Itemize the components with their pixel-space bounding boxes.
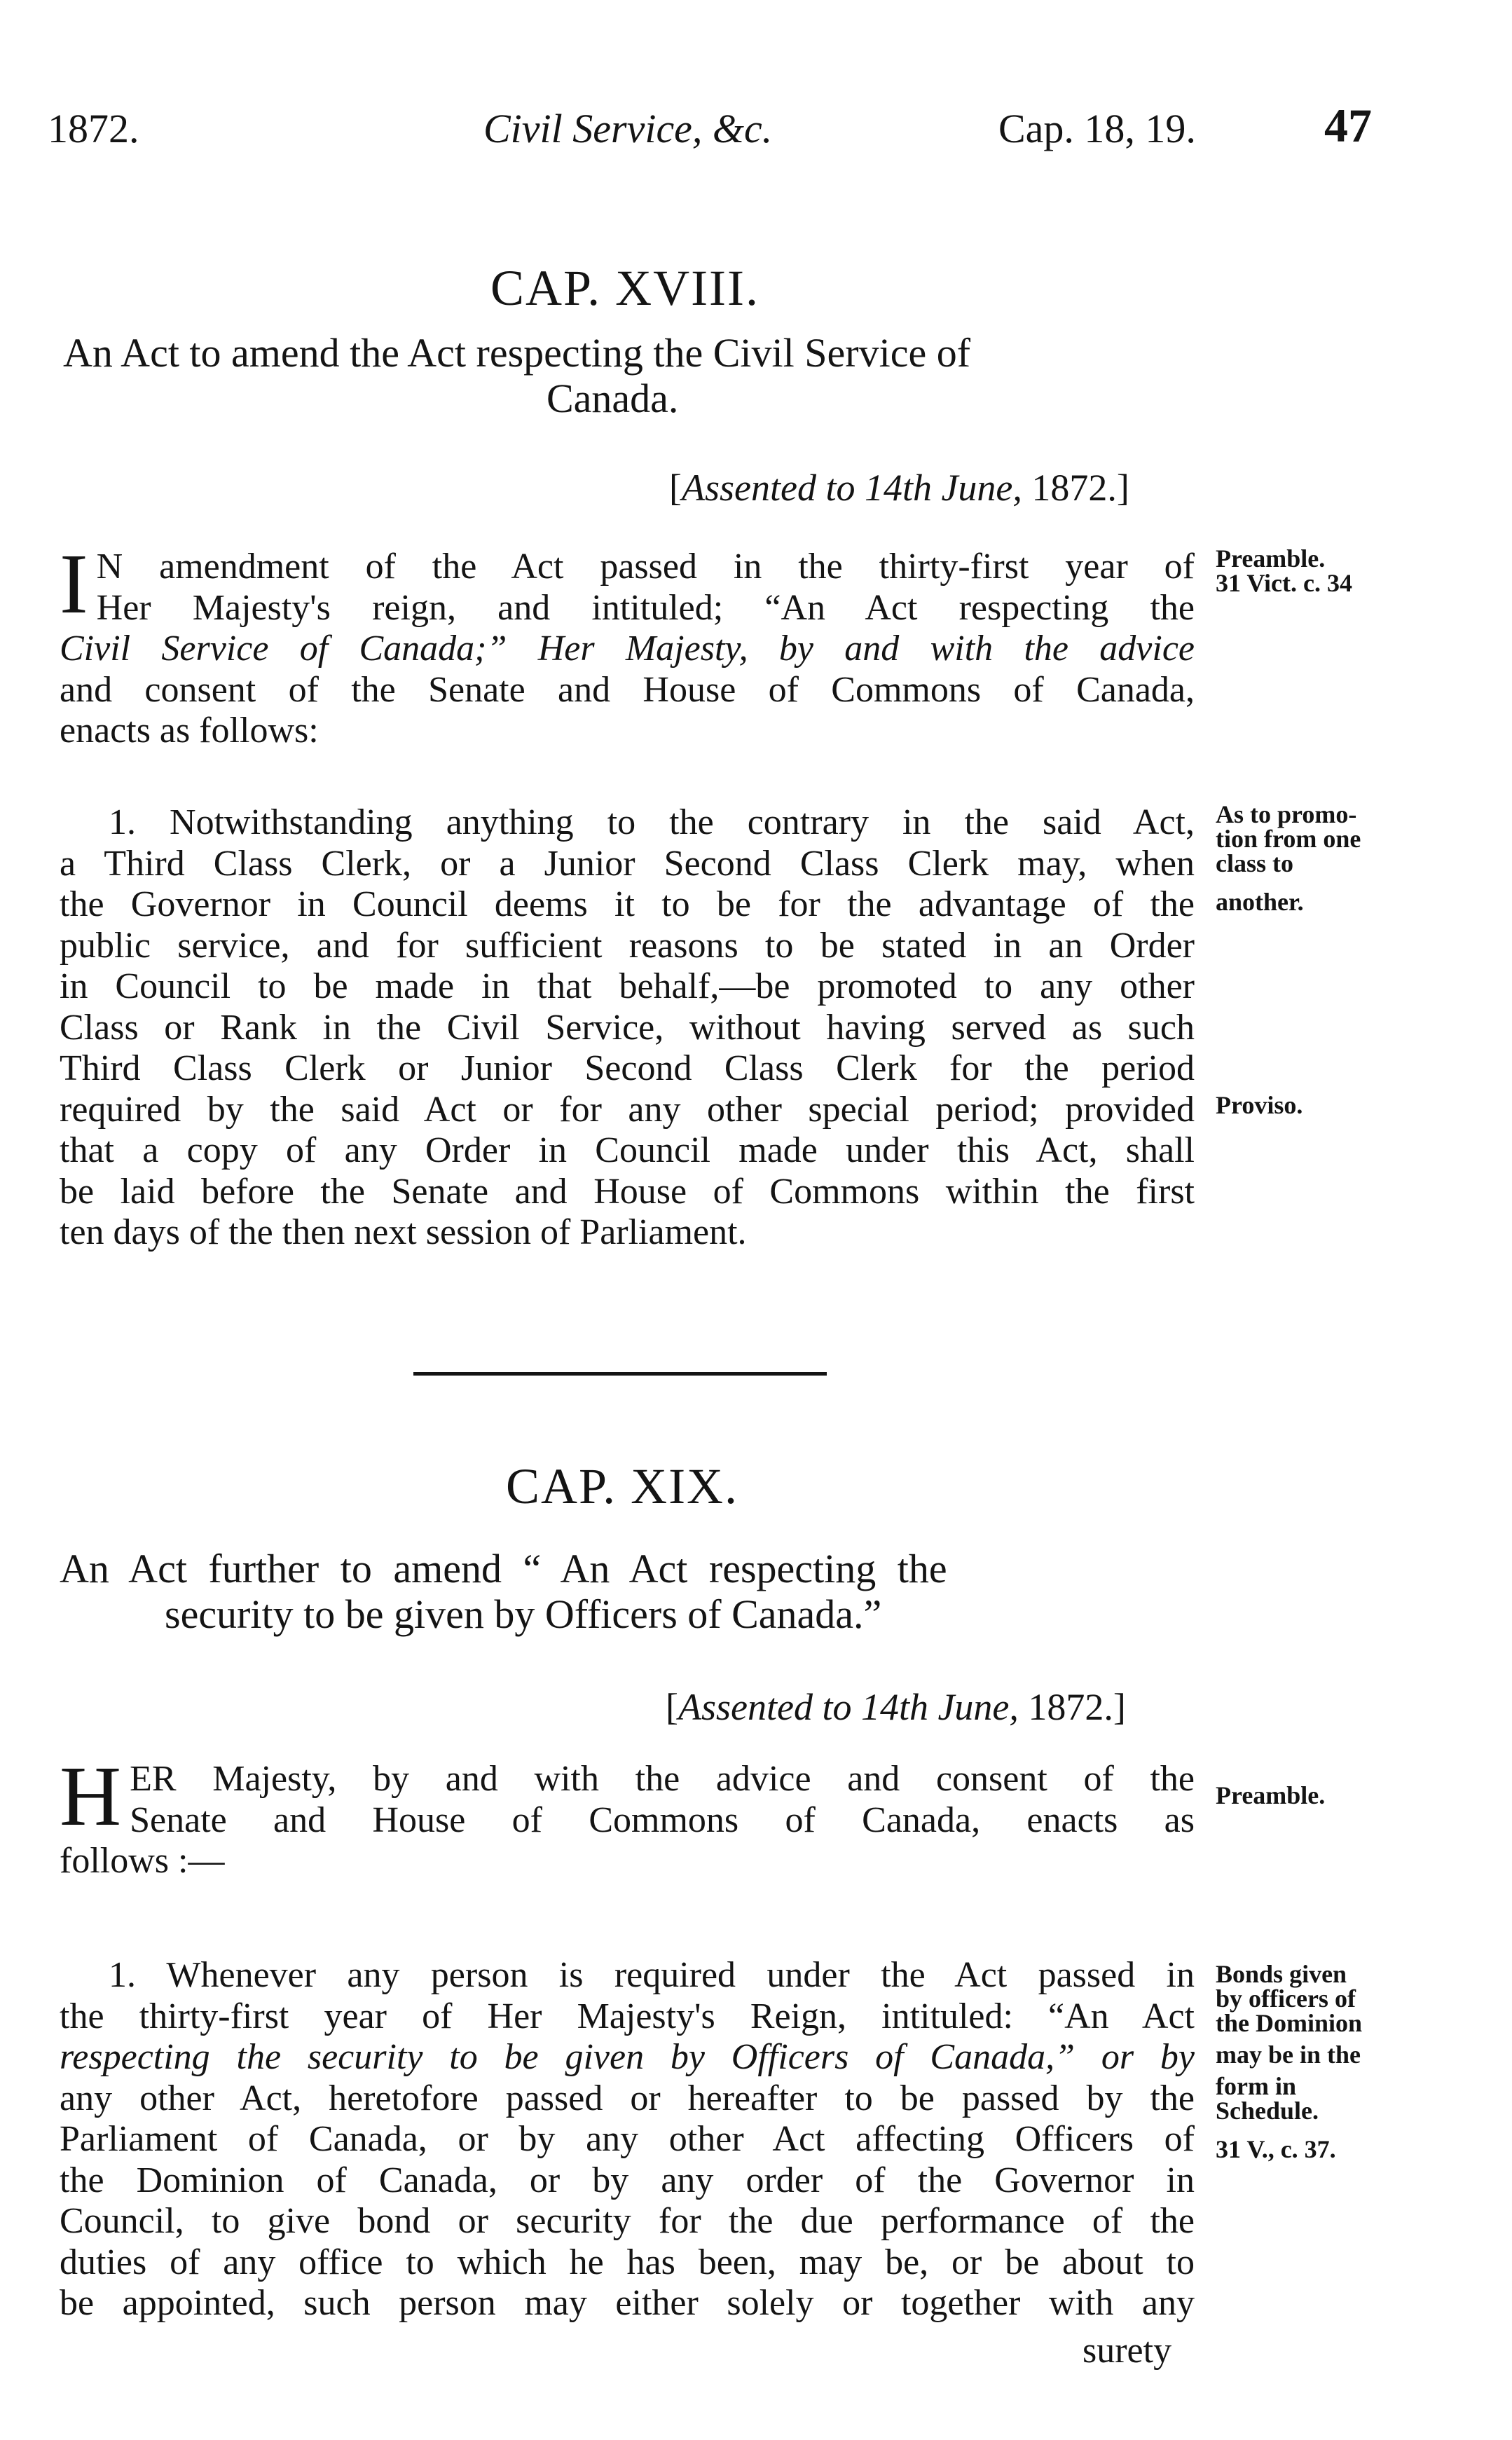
cap18-preamble-line: enacts as follows: [60, 711, 319, 750]
cap19-section-line: 1. Whenever any person is required under the Act passed in [109, 1955, 1195, 1995]
cap18-margin-promotion: another. [1216, 888, 1304, 916]
cap18-preamble [60, 537, 1195, 752]
cap19-margin-bonds: Bonds given [1216, 1960, 1347, 1988]
cap18-section-line: be laid before the Senate and House of Commons within the first [60, 1171, 1195, 1212]
header-running-title: Civil Service, &c. [483, 106, 773, 151]
cap18-preamble-line: N amendment of the Act passed in the thirty-first year of [96, 547, 1195, 587]
cap18-assent-open: [ [669, 467, 682, 509]
cap18-section-line: the Governor in Council deems it to be for the advantage of the [60, 884, 1195, 924]
cap19-margin-bonds: Schedule. [1216, 2097, 1319, 2125]
cap19-dropcap: H [60, 1749, 122, 1844]
cap18-section-line: Third Class Clerk or Junior Second Class Clerk for the period [60, 1048, 1195, 1088]
cap19-margin-bonds: form in [1216, 2072, 1296, 2100]
cap19-section-line: any other Act, heretofore passed or hereafter to be passed by the [60, 2078, 1195, 2118]
cap19-title: CAP. XIX. [506, 1458, 739, 1514]
section-divider-rule [413, 1372, 827, 1376]
cap18-margin-statute: 31 Vict. c. 34 [1216, 569, 1352, 597]
cap18-section-line: 1. Notwithstanding anything to the contrary in the said Act, [109, 802, 1195, 842]
cap18-section-line: public service, and for sufficient reasons to be stated in an Order [60, 925, 1195, 966]
cap18-section-line: that a copy of any Order in Council made under this Act, shall [60, 1130, 1195, 1170]
cap18-section-line: Class or Rank in the Civil Service, without having served as such [60, 1007, 1195, 1048]
cap19-section-line: duties of any office to which he has been, may be, or be about to [60, 2242, 1195, 2282]
cap19-margin-bonds: may be in the [1216, 2041, 1361, 2069]
cap19-assent-open: [ [666, 1686, 678, 1728]
cap18-dropcap: I [60, 537, 88, 631]
cap18-preamble-line: and consent of the Senate and House of Commons of Canada, [60, 669, 1195, 710]
cap19-section-line: respecting the security to be given by Officers of Canada,” or by [60, 2037, 1195, 2077]
cap19-assent-year: 1872.] [1018, 1686, 1126, 1728]
cap19-assent-italic: Assented to 14th June, [678, 1686, 1019, 1728]
cap18-act-title-line2: Canada. [547, 376, 679, 421]
header-year: 1872. [48, 106, 139, 151]
cap19-act-title-line2: security to be given by Officers of Canada.” [165, 1591, 882, 1637]
cap19-assent [666, 1685, 1126, 1729]
cap18-assent-year: 1872.] [1022, 467, 1129, 509]
cap18-act-title-line1: An Act to amend the Act respecting the Civil Service of [63, 330, 971, 376]
cap19-section-line: Parliament of Canada, or by any other Act affecting Officers of [60, 2119, 1195, 2159]
cap19-section-line: the thirty-first year of Her Majesty's Reign, intituled: “An Act [60, 1996, 1195, 2036]
cap18-section-line: ten days of the then next session of Parliament. [60, 1212, 747, 1252]
cap18-section-line: a Third Class Clerk, or a Junior Second Class Clerk may, when [60, 843, 1195, 884]
cap18-margin-promotion: class to [1216, 849, 1293, 877]
cap18-preamble-line: Her Majesty's reign, and intituled; “An Act respecting the [96, 587, 1195, 628]
cap18-section-1 [60, 802, 1195, 1254]
cap18-section-line: required by the said Act or for any other special period; provided [60, 1089, 1195, 1130]
cap19-margin-bonds: 31 V., c. 37. [1216, 2135, 1336, 2163]
header-chapter-ref: Cap. 18, 19. [998, 106, 1196, 151]
cap19-section-1 [60, 1955, 1195, 2324]
cap18-margin-proviso: Proviso. [1216, 1091, 1303, 1119]
cap18-section-line: in Council to be made in that behalf,—be promoted to any other [60, 966, 1195, 1006]
cap19-act-title-line1: An Act further to amend “ An Act respecting the [60, 1546, 947, 1591]
cap19-preamble-line: follows :— [60, 1841, 225, 1881]
cap19-preamble [60, 1749, 1195, 1882]
cap19-margin-bonds: by officers of [1216, 1985, 1356, 2013]
cap19-preamble-line: Senate and House of Commons of Canada, enacts as [130, 1800, 1195, 1840]
cap18-margin-preamble: Preamble. [1216, 544, 1326, 573]
cap18-margin-promotion: tion from one [1216, 825, 1361, 853]
cap18-preamble-line: Civil Service of Canada;” Her Majesty, by and with the advice [60, 629, 1195, 669]
catchword: surety [1083, 2331, 1172, 2371]
cap19-margin-preamble: Preamble. [1216, 1781, 1326, 1809]
cap19-margin-bonds: the Dominion [1216, 2009, 1363, 2037]
cap19-section-line: the Dominion of Canada, or by any order of the Governor in [60, 2160, 1195, 2200]
cap18-assent-italic: Assented to 14th June, [681, 467, 1022, 509]
cap18-title: CAP. XVIII. [490, 260, 760, 316]
cap18-assent [669, 466, 1129, 509]
header-page-number: 47 [1324, 99, 1372, 152]
cap19-section-line: be appointed, such person may either solely or together with any [60, 2283, 1195, 2323]
cap18-margin-promotion: As to promo- [1216, 800, 1357, 828]
cap19-section-line: Council, to give bond or security for the due performance of the [60, 2201, 1195, 2241]
cap19-preamble-line: ER Majesty, by and with the advice and consent of the [130, 1759, 1195, 1799]
